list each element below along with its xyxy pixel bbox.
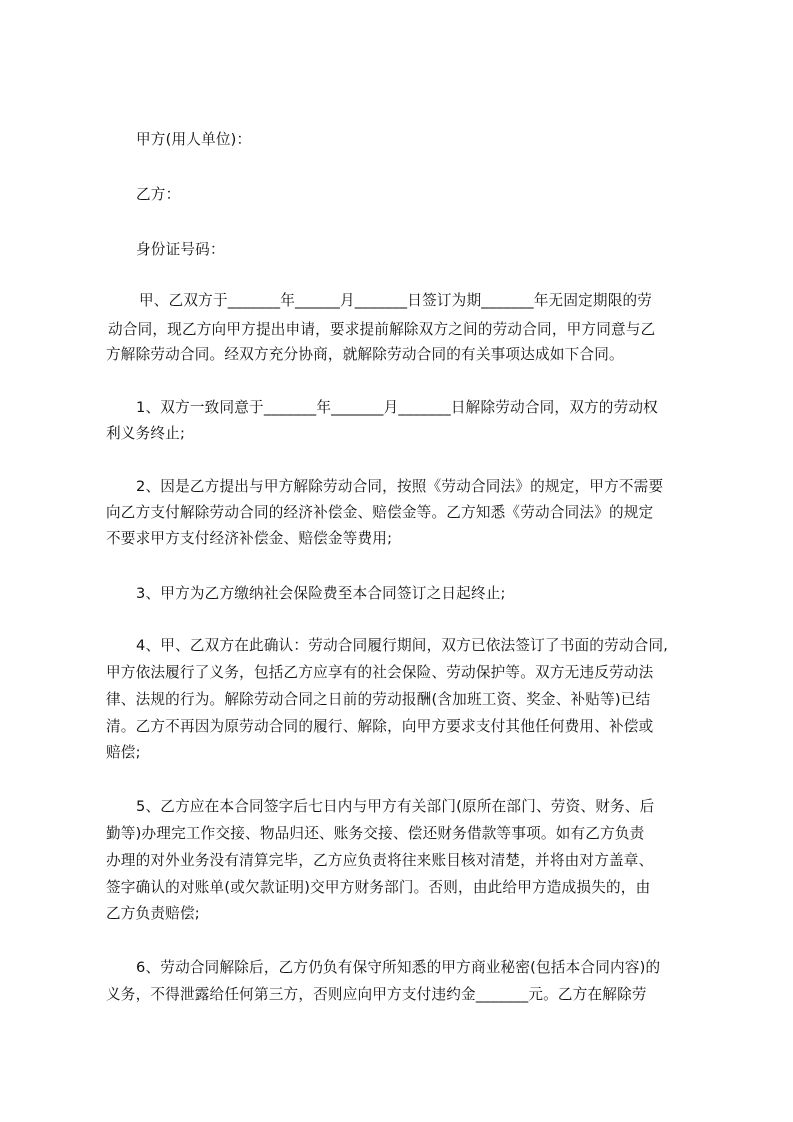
clause-1-line: 1、双方一致同意于_______年_______月_______日解除劳动合同，双方的劳动权 [136,399,658,416]
clause-4-line: 清。乙方不再因为原劳动合同的履行、解除，向甲方要求支付其他任何费用、补偿或 [106,718,654,735]
clause-2-line: 不要求甲方支付经济补偿金、赔偿金等费用; [106,530,393,547]
party-b-label: 乙方： [136,186,181,203]
clause-5-line: 签字确认的对账单(或欠款证明)交甲方财务部门。否则，由此给甲方造成损失的，由 [106,879,651,896]
intro-line: 方解除劳动合同。经双方充分协商，就解除劳动合同的有关事项达成如下合同。 [106,346,624,363]
clause-4-line: 赔偿; [106,744,141,761]
clause-4-line: 律、法规的行为。解除劳动合同之日前的劳动报酬(含加班工资、奖金、补贴等)已结 [106,691,651,708]
intro-line: 动合同，现乙方向甲方提出申请，要求提前解除双方之间的劳动合同，甲方同意与乙 [108,321,656,338]
clause-6-line: 义务，不得泄露给任何第三方，否则应向甲方支付违约金_______元。乙方在解除劳 [106,986,647,1003]
clause-5-line: 勤等)办理完工作交接、物品归还、账务交接、偿还财务借款等事项。如有乙方负责 [106,825,645,842]
intro-line: 甲、乙双方于_______年______月_______日签订为期_______年无固定期限的劳 [139,292,653,309]
clause-4-line: 4、甲、乙双方在此确认：劳动合同履行期间，双方已依法签订了书面的劳动合同, [136,637,669,654]
clause-1-line: 利义务终止; [106,425,186,442]
clause-3-line: 3、甲方为乙方缴纳社会保险费至本合同签订之日起终止; [136,585,506,602]
clause-6-line: 6、劳动合同解除后，乙方仍负有保守所知悉的甲方商业秘密(包括本合同内容)的 [136,959,661,976]
clause-5-line: 乙方负责赔偿; [106,905,200,922]
clause-5-line: 办理的对外业务没有清算完毕，乙方应负责将往来账目核对清楚，并将由对方盖章、 [106,852,654,869]
party-a-label: 甲方(用人单位)： [136,131,252,148]
clause-2-line: 向乙方支付解除劳动合同的经济补偿金、赔偿金等。乙方知悉《劳动合同法》的规定 [106,504,654,521]
clause-4-line: 甲方依法履行了义务，包括乙方应享有的社会保险、劳动保护等。双方无违反劳动法 [106,664,654,681]
clause-2-line: 2、因是乙方提出与甲方解除劳动合同，按照《劳动合同法》的规定，甲方不需要 [136,478,664,495]
id-number-label: 身份证号码： [136,241,225,258]
clause-5-line: 5、乙方应在本合同签字后七日内与甲方有关部门(原所在部门、劳资、财务、后 [136,798,655,815]
